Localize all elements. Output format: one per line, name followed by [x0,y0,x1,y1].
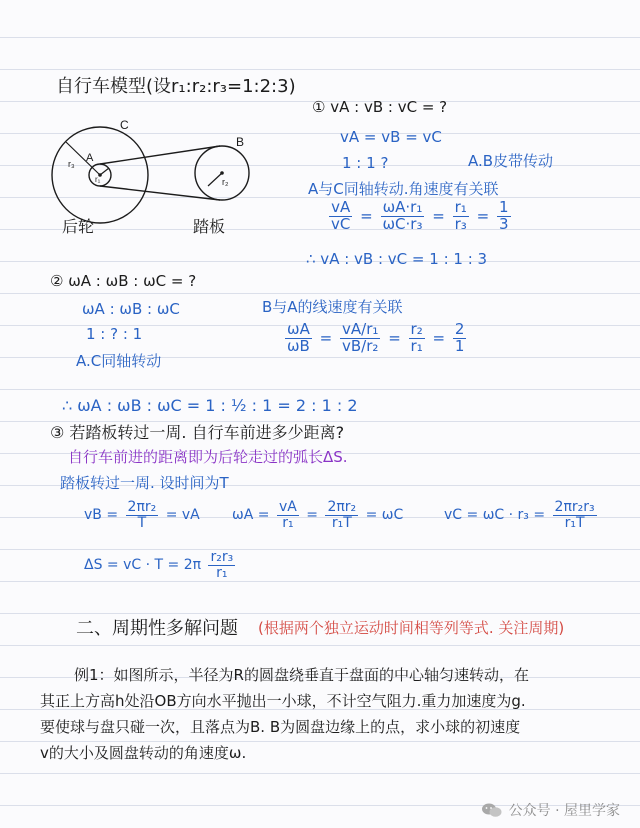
q3-vb-frac: $\frac{\text{2πr₂}}{T}$ [127,499,157,531]
example-line-1: 例1：如图所示，半径为R的圆盘绕垂直于盘面的中心轴匀速转动，在 [74,666,529,684]
q1-ab-note: A.B皮带传动 [468,152,554,170]
q1-eq-left: vA = vB [340,128,401,146]
q1-ratio: 1 : 1 ? [342,154,389,172]
label-a: A [86,152,94,164]
q1-frac-4: $\frac{1}{3}$ [498,198,509,233]
label-c: C [120,118,129,132]
section2-heading: 二、周期性多解问题 [76,618,238,639]
q3-ds-frac: $\frac{\text{r₂r₃}}{\text{r₁}}$ [210,549,234,581]
q3-wa-frac-1: $\frac{vA}{\text{r₁}}$ [278,499,297,531]
q3-setup: 踏板转过一周. 设时间为T [60,474,229,492]
q3-ds-formula: ΔS = vC · T = 2π $\frac{\text{r₂r₃}}{\text{r₁}}$ [84,549,234,581]
watermark [481,800,620,820]
radius-r2 [208,173,222,186]
q1-question: ① vA : vB : vC = ? [312,98,448,116]
q3-hint: 自行车前进的距离即为后轮走过的弧长ΔS. [68,448,348,466]
q2-frac-2: $\frac{\text{vA/r₁}}{\text{vB/r₂}}$ [342,320,379,355]
example-line-2: 其正上方高h处沿OB方向水平抛出一小球，不计空气阻力.重力加速度为g. [40,692,526,710]
belt-bottom [100,186,220,200]
q2-fraction-chain: $\frac{\omega A}{\omega B}$ = $\frac{\text{vA/r₁}}{\text{vB/r₂}}$ = $\frac{\text{r₂}}{\text{r₁}}$ = $\frac{2}{1}$ [287,320,465,355]
q1-fraction-chain: $\frac{vA}{vC}$ = $\frac{\text{ωA·r₁}}{\text{ωC·r₃}}$ = $\frac{\text{r₁}}{\text{r₃}}$ = $\frac{1}{3}$ [331,198,509,233]
q1-vc: vC [422,128,442,146]
q1-equation: vA = vB = vC [340,128,442,146]
watermark-text: 公众号 · 屋里学家 [508,803,620,819]
label-r3: r₃ [68,159,75,169]
label-b: B [236,135,245,149]
label-r2: r₂ [222,177,229,187]
q3-wa-formula: ωA = $\frac{vA}{\text{r₁}}$ = $\frac{\text{2πr₂}}{\text{r₁T}}$ = ωC [232,499,404,531]
caption-rear-wheel: 后轮 [62,217,95,236]
center-dot-pedal [220,171,224,175]
caption-pedal: 踏板 [193,217,226,236]
wechat-logo-icon [481,802,503,818]
q2-frac-1: $\frac{\omega A}{\omega B}$ [287,320,310,355]
q3-wa-frac-2: $\frac{\text{2πr₂}}{\text{r₁T}}$ [327,499,357,531]
example-line-4: v的大小及圆盘转动的角速度ω. [40,744,247,762]
q1-frac-1: $\frac{vA}{vC}$ [331,198,351,233]
page-title: 自行车模型(设r₁:r₂:r₃=1:2:3) [56,76,296,97]
q3-vb-formula: vB = $\frac{\text{2πr₂}}{T}$ = vA [84,499,200,531]
q1-ac-note: A与C同轴转动.角速度有关联 [308,180,499,198]
q3-vc-frac: $\frac{\text{2πr₂r₃}}{\text{r₁T}}$ [554,499,595,531]
q1-frac-3: $\frac{\text{r₁}}{\text{r₃}}$ [454,198,467,233]
q3-vc-formula: vC = ωC · r₃ = $\frac{\text{2πr₂r₃}}{\text{r₁T}}$ [444,499,595,531]
section2-note: (根据两个独立运动时间相等列等式. 关注周期) [258,619,565,637]
q2-frac-3: $\frac{\text{r₂}}{\text{r₁}}$ [410,320,423,355]
q2-equation: ωA : ωB : ωC [82,300,180,318]
q1-result: ∴ vA : vB : vC = 1 : 1 : 3 [306,250,488,268]
q1-frac-2: $\frac{\text{ωA·r₁}}{\text{ωC·r₃}}$ [382,198,423,233]
q2-same-axis: A.C同轴转动 [76,352,162,370]
q2-question: ② ωA : ωB : ωC = ? [50,272,197,290]
label-r1: r₁ [95,175,101,184]
q2-frac-4: $\frac{2}{1}$ [454,320,465,355]
q2-ba-note: B与A的线速度有关联 [262,298,403,316]
q3-question: ③ 若踏板转过一周. 自行车前进多少距离? [50,423,345,442]
q2-ratio: 1 : ? : 1 [86,325,143,343]
example-line-3: 要使球与盘只碰一次，且落点为B. B为圆盘边缘上的点，求小球的初速度 [40,718,521,736]
q2-result: ∴ ωA : ωB : ωC = 1 : ½ : 1 = 2 : 1 : 2 [62,396,358,415]
